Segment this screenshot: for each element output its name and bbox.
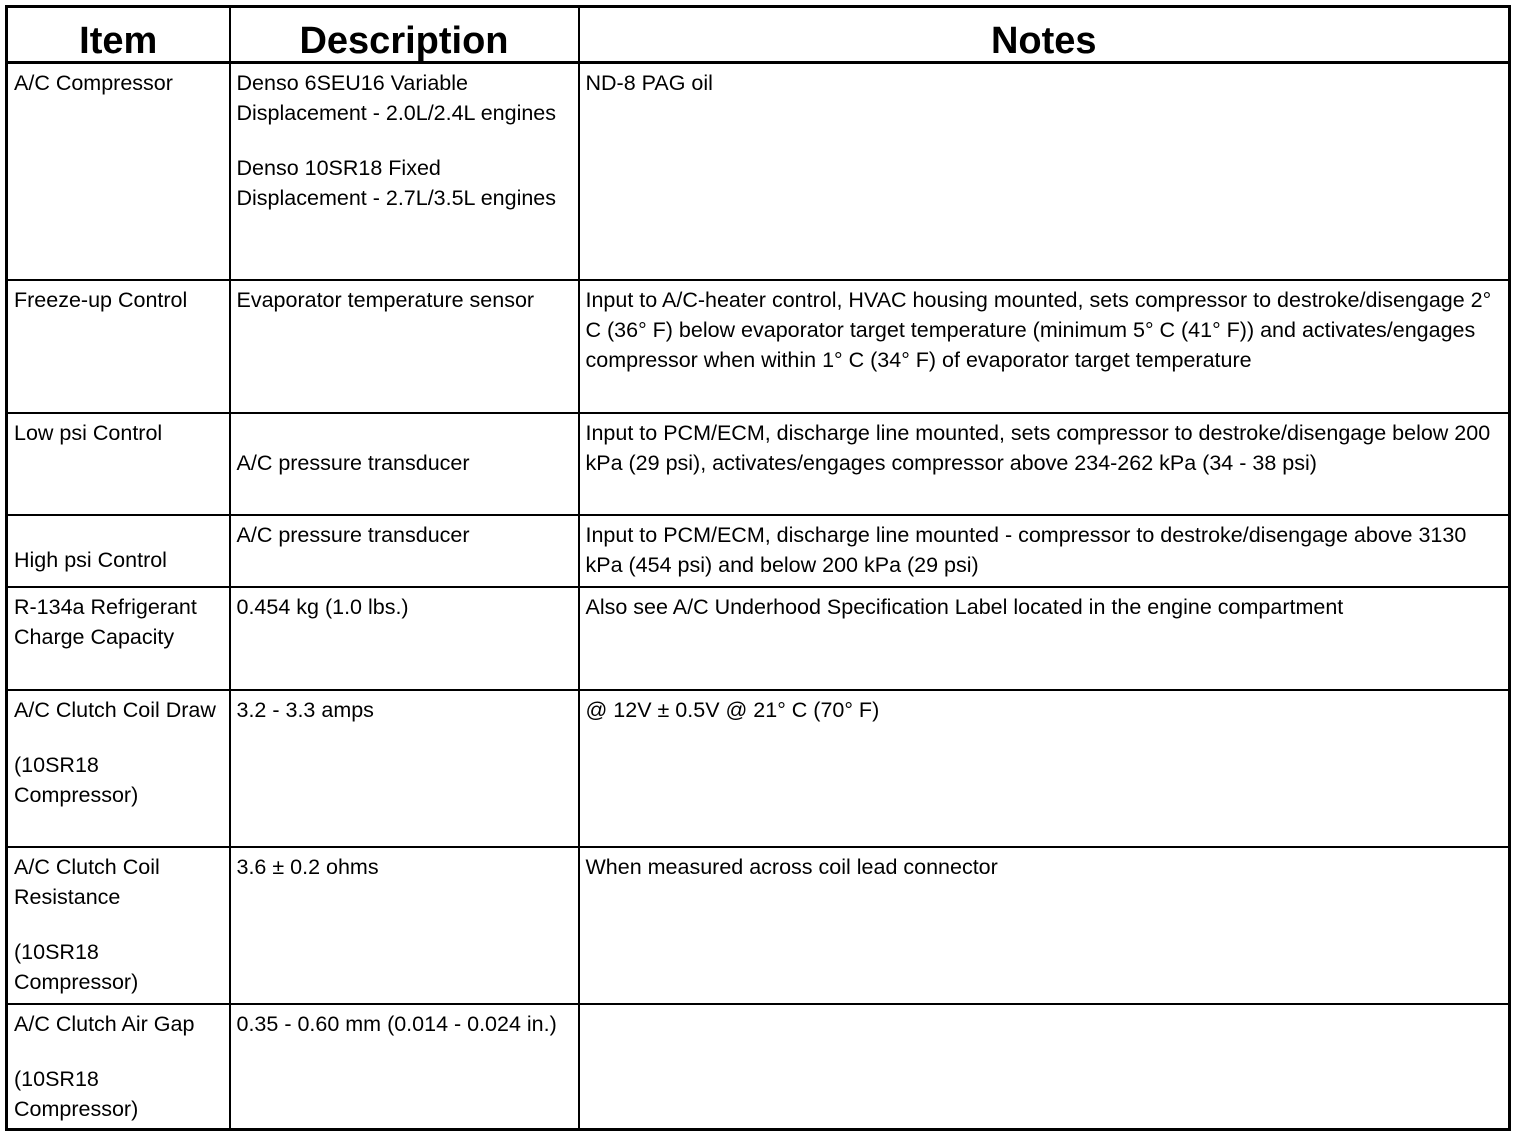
table-row	[7, 587, 1510, 690]
item-subtext: (10SR18 Compressor)	[14, 939, 139, 994]
cell-item: A/C Compressor	[7, 63, 230, 280]
cell-notes	[579, 1004, 1510, 1130]
description-paragraph: Denso 10SR18 Fixed Displacement - 2.7L/3.5L engines	[236, 156, 557, 210]
item-subtext: (10SR18 Compressor)	[14, 1066, 139, 1121]
cell-notes: ND-8 PAG oil	[579, 63, 1510, 280]
item-text: A/C Clutch Coil Draw	[14, 697, 216, 722]
item-text: A/C Clutch Coil Resistance	[14, 854, 160, 909]
cell-notes: Input to PCM/ECM, discharge line mounted, sets compressor to destroke/disengage below 200 kPa (29 psi), activates/engages compressor above 234-262 kPa (34 - 38 psi)	[579, 413, 1510, 515]
table-row	[7, 1004, 1510, 1130]
table-row	[7, 515, 1510, 587]
cell-description: 3.6 ± 0.2 ohms	[230, 847, 579, 1004]
cell-description	[230, 63, 579, 280]
cell-notes: When measured across coil lead connector	[579, 847, 1510, 1004]
cell-description: A/C pressure transducer	[230, 515, 579, 587]
cell-item	[7, 847, 230, 1004]
table-row	[7, 690, 1510, 847]
cell-description	[230, 413, 579, 515]
cell-description: 3.2 - 3.3 amps	[230, 690, 579, 847]
cell-item: R-134a Refrigerant Charge Capacity	[7, 587, 230, 690]
cell-description: Evaporator temperature sensor	[230, 280, 579, 413]
header-row	[7, 7, 1510, 63]
cell-item	[7, 1004, 230, 1130]
description-text: A/C pressure transducer	[236, 450, 470, 475]
header-item: Item	[7, 7, 230, 63]
cell-item	[7, 690, 230, 847]
specifications-table	[5, 5, 1511, 1131]
cell-item: Low psi Control	[7, 413, 230, 515]
cell-item	[7, 515, 230, 587]
description-paragraph: Denso 6SEU16 Variable Displacement - 2.0L/2.4L engines	[236, 71, 557, 125]
item-text: High psi Control	[14, 547, 167, 572]
table-row	[7, 280, 1510, 413]
cell-item: Freeze-up Control	[7, 280, 230, 413]
cell-notes: Input to A/C-heater control, HVAC housing mounted, sets compressor to destroke/disengage 2° C (36° F) below evaporator target temperature (minimum 5° C (41° F)) and activates/engages compressor when within 1° C (34° F) of evaporator target temperature	[579, 280, 1510, 413]
item-subtext: (10SR18 Compressor)	[14, 752, 139, 807]
header-notes: Notes	[579, 7, 1510, 63]
cell-notes: Input to PCM/ECM, discharge line mounted - compressor to destroke/disengage above 3130 kPa (454 psi) and below 200 kPa (29 psi)	[579, 515, 1510, 587]
cell-notes: @ 12V ± 0.5V @ 21° C (70° F)	[579, 690, 1510, 847]
table-row	[7, 413, 1510, 515]
item-text: A/C Clutch Air Gap	[14, 1011, 195, 1036]
header-description: Description	[230, 7, 579, 63]
table-row	[7, 63, 1510, 280]
cell-notes: Also see A/C Underhood Specification Label located in the engine compartment	[579, 587, 1510, 690]
table-row	[7, 847, 1510, 1004]
cell-description: 0.454 kg (1.0 lbs.)	[230, 587, 579, 690]
cell-description: 0.35 - 0.60 mm (0.014 - 0.024 in.)	[230, 1004, 579, 1130]
